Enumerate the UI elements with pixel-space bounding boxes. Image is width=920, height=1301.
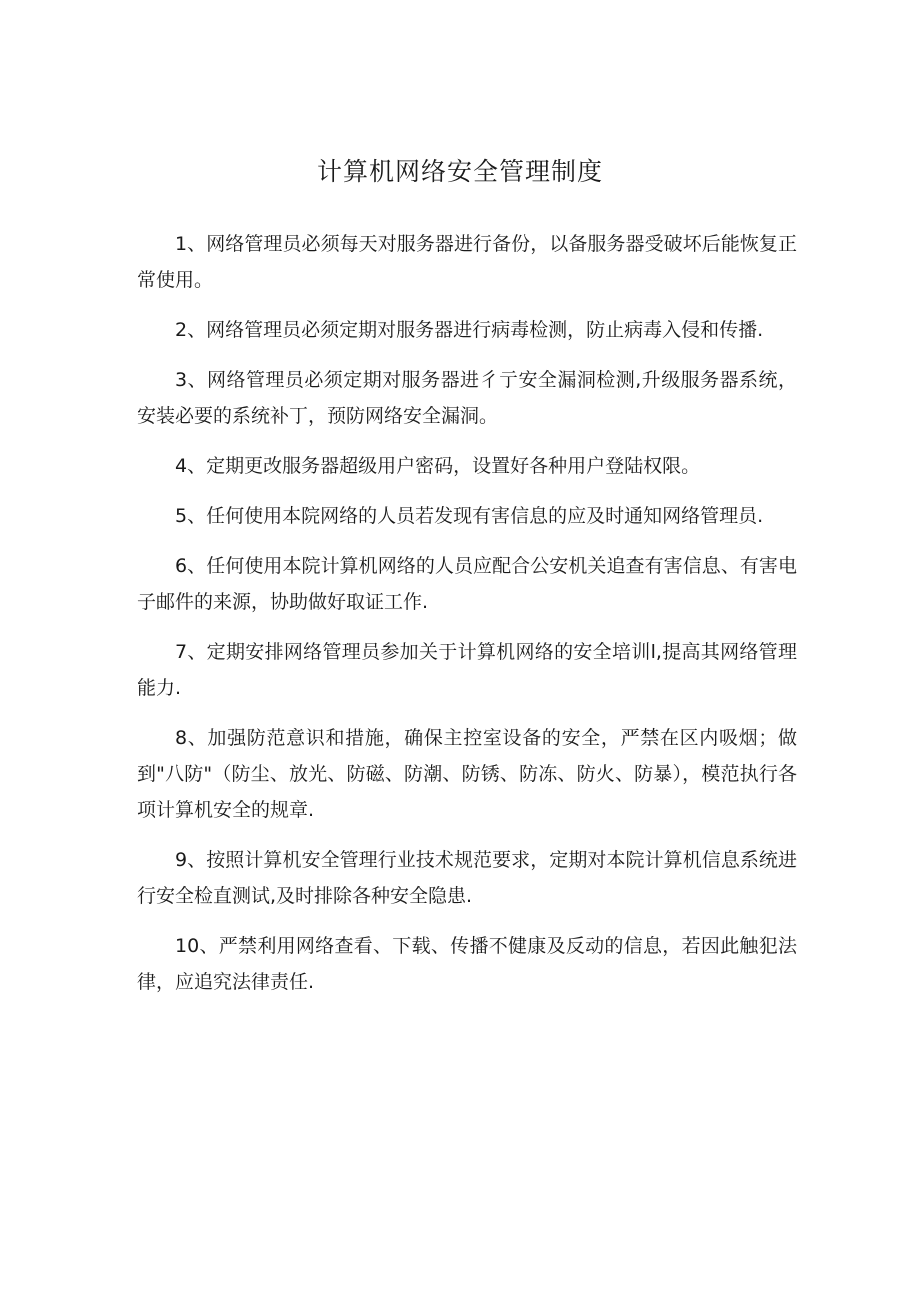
rules-list bbox=[137, 226, 797, 1014]
rule-item-1: 1、网络管理员必须每天对服务器进行备份，以备服务器受破坏后能恢复正常使用。 bbox=[137, 233, 797, 291]
rule-item-5: 5、任何使用本院网络的人员若发现有害信息的应及时通知网络管理员. bbox=[175, 505, 764, 527]
rule-item-2: 2、网络管理员必须定期对服务器进行病毒检测，防止病毒入侵和传播. bbox=[175, 319, 764, 341]
rule-item-10: 10、严禁利用网络查看、下载、传播不健康及反动的信息，若因此触犯法律，应追究法律责任. bbox=[137, 935, 797, 993]
rule-item-9: 9、按照计算机安全管理行业技术规范要求，定期对本院计算机信息系统进行安全检直测试,及时排除各种安全隐患. bbox=[137, 849, 797, 907]
page-title: 计算机网络安全管理制度 bbox=[316, 156, 603, 186]
rule-item-8: 8、加强防范意识和措施，确保主控室设备的安全，严禁在区内吸烟；做到"八防"（防尘、放光、防磁、防潮、防锈、防冻、防火、防暴），模范执行各项计算机安全的规章. bbox=[137, 727, 797, 821]
rule-item-6: 6、任何使用本院计算机网络的人员应配合公安机关追查有害信息、有害电子邮件的来源，协助做好取证工作. bbox=[137, 555, 797, 613]
rule-item-3: 3、网络管理员必须定期对服务器进彳亍安全漏洞检测,升级服务器系统，安装必要的系统补丁，预防网络安全漏洞。 bbox=[137, 369, 797, 427]
rule-item-7: 7、定期安排网络管理员参加关于计算机网络的安全培训l,提高其网络管理能力. bbox=[137, 641, 797, 699]
rule-item-4: 4、定期更改服务器超级用户密码，设置好各种用户登陆权限。 bbox=[175, 455, 701, 477]
